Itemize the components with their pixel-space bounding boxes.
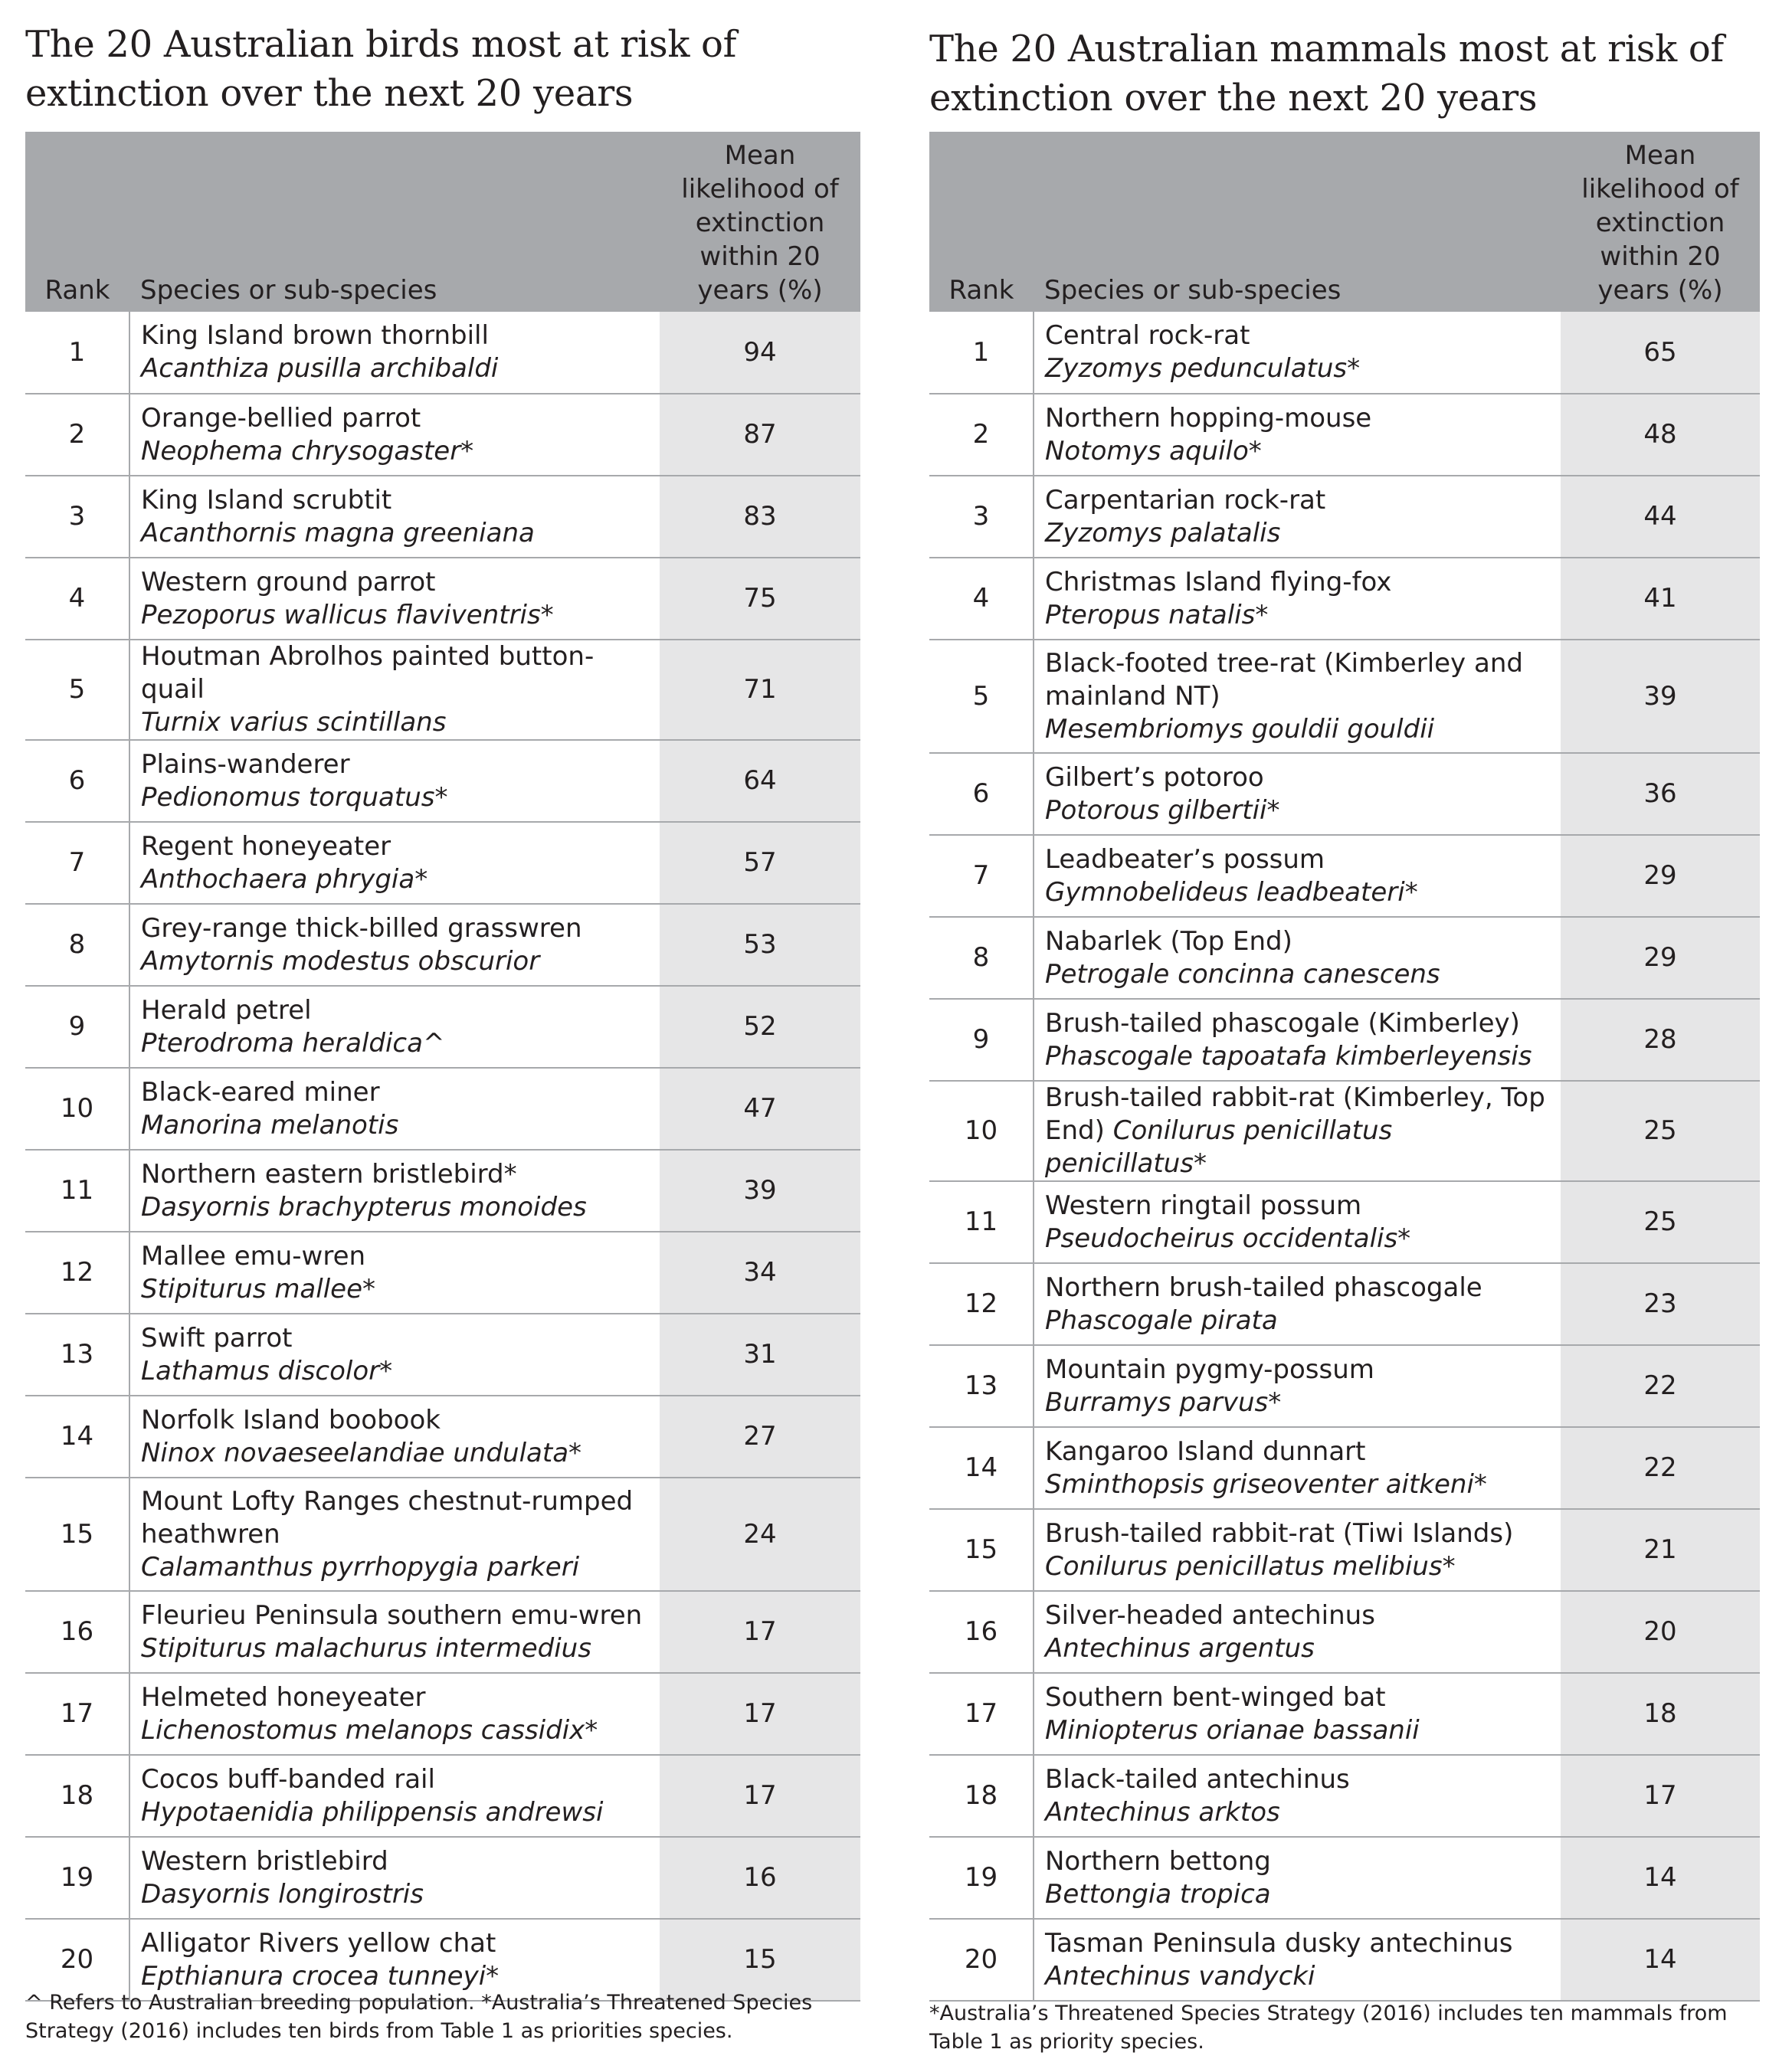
scientific-name: Notomys aquilo* <box>1045 435 1262 466</box>
species-cell <box>1034 558 1561 640</box>
table-row <box>25 740 860 822</box>
species-cell <box>1034 1837 1561 1919</box>
scientific-name: Phascogale tapoatafa kimberleyensis <box>1045 1040 1532 1072</box>
table-row <box>929 312 1760 394</box>
rank-cell: 4 <box>25 558 129 640</box>
mammals-panel <box>929 0 1760 2054</box>
table-row <box>25 394 860 476</box>
common-name: Black-tailed antechinus <box>1045 1763 1350 1795</box>
scientific-name: Zyzomys pedunculatus* <box>1045 353 1361 384</box>
table-row <box>929 558 1760 640</box>
table-row <box>929 640 1760 753</box>
table-row <box>25 1837 860 1919</box>
table-row <box>929 1591 1760 1673</box>
likelihood-cell: 22 <box>1561 1345 1760 1427</box>
likelihood-cell: 31 <box>660 1314 860 1396</box>
scientific-name: Lichenostomus melanops cassidix* <box>141 1714 598 1746</box>
likelihood-cell: 34 <box>660 1232 860 1314</box>
likelihood-cell: 14 <box>1561 1919 1760 2001</box>
common-name: Plains-wanderer <box>141 748 350 780</box>
likelihood-cell: 39 <box>1561 640 1760 753</box>
scientific-name: Potorous gilbertii* <box>1045 794 1280 826</box>
common-name: Black-footed tree-rat (Kimberley and mainland NT) <box>1045 647 1523 712</box>
likelihood-cell: 27 <box>660 1396 860 1478</box>
rank-cell: 2 <box>929 394 1034 476</box>
species-cell <box>129 394 660 476</box>
species-cell <box>1034 835 1561 917</box>
likelihood-cell: 36 <box>1561 753 1760 835</box>
likelihood-cell: 41 <box>1561 558 1760 640</box>
rank-cell: 1 <box>25 312 129 394</box>
likelihood-cell: 17 <box>660 1673 860 1755</box>
table-row <box>25 558 860 640</box>
likelihood-cell: 21 <box>1561 1509 1760 1591</box>
rank-cell: 3 <box>25 476 129 558</box>
common-name: Nabarlek (Top End) <box>1045 925 1292 957</box>
table-row <box>929 1181 1760 1263</box>
likelihood-cell: 24 <box>660 1478 860 1591</box>
birds-panel <box>25 0 860 2043</box>
species-cell <box>1034 1427 1561 1509</box>
table-row <box>929 1081 1760 1181</box>
species-cell <box>1034 312 1561 394</box>
table-row <box>929 753 1760 835</box>
birds-title: The 20 Australian birds most at risk of extinction over the next 20 years <box>25 23 737 115</box>
common-name: Western ground parrot <box>141 566 436 597</box>
scientific-name: Epthianura crocea tunneyi* <box>141 1960 500 1992</box>
rank-cell: 15 <box>25 1478 129 1591</box>
likelihood-cell: 18 <box>1561 1673 1760 1755</box>
table-row <box>929 835 1760 917</box>
rank-cell: 17 <box>25 1673 129 1755</box>
common-name: Fleurieu Peninsula southern emu-wren <box>141 1599 643 1631</box>
table-row <box>25 1314 860 1396</box>
scientific-name: Stipiturus mallee* <box>141 1273 375 1304</box>
table-row <box>25 986 860 1068</box>
common-name: Northern brush-tailed phascogale <box>1045 1272 1482 1303</box>
rank-cell: 19 <box>929 1837 1034 1919</box>
scientific-name: Neophema chrysogaster* <box>141 435 474 466</box>
species-cell <box>129 1396 660 1478</box>
scientific-name: Lathamus discolor* <box>141 1355 393 1386</box>
birds-table-body <box>25 312 860 2001</box>
scientific-name: Antechinus vandycki <box>1045 1960 1315 1992</box>
common-name: Christmas Island flying-fox <box>1045 566 1392 597</box>
species-cell <box>1034 999 1561 1081</box>
rank-cell: 11 <box>929 1181 1034 1263</box>
table-row <box>929 1673 1760 1755</box>
likelihood-cell: 20 <box>1561 1591 1760 1673</box>
scientific-name: Bettongia tropica <box>1045 1878 1271 1910</box>
species-cell <box>1034 1755 1561 1837</box>
table-row <box>25 822 860 904</box>
scientific-name: Conilurus penicillatus melibius* <box>1045 1550 1456 1582</box>
scientific-name: Conilurus penicillatus penicillatus* <box>1045 1115 1393 1179</box>
common-name: Leadbeater’s possum <box>1045 843 1325 875</box>
common-name: Brush-tailed rabbit-rat (Tiwi Islands) <box>1045 1517 1514 1549</box>
rank-cell: 6 <box>25 740 129 822</box>
species-cell <box>1034 1673 1561 1755</box>
species-cell <box>129 1478 660 1591</box>
common-name: Northern hopping-mouse <box>1045 402 1372 434</box>
common-name: Gilbert’s potoroo <box>1045 761 1264 793</box>
scientific-name: Miniopterus orianae bassanii <box>1045 1714 1420 1746</box>
rank-cell: 15 <box>929 1509 1034 1591</box>
likelihood-cell: 29 <box>1561 917 1760 999</box>
likelihood-cell: 48 <box>1561 394 1760 476</box>
rank-cell: 16 <box>929 1591 1034 1673</box>
rank-cell: 8 <box>25 904 129 986</box>
scientific-name: Hypotaenidia philippensis andrewsi <box>141 1796 604 1828</box>
table-row <box>929 1509 1760 1591</box>
scientific-name: Pseudocheirus occidentalis* <box>1045 1223 1411 1254</box>
species-cell <box>129 1068 660 1150</box>
rank-cell: 13 <box>929 1345 1034 1427</box>
likelihood-column-header: Mean likelihood of extinction within 20 years (%) <box>660 132 860 312</box>
scientific-name: Pezoporus wallicus flaviventris* <box>141 599 554 630</box>
scientific-name: Amytornis modestus obscurior <box>141 945 540 977</box>
species-cell <box>129 1591 660 1673</box>
scientific-name: Antechinus arktos <box>1045 1796 1280 1828</box>
scientific-name: Dasyornis longirostris <box>141 1878 424 1910</box>
likelihood-cell: 15 <box>660 1919 860 2001</box>
scientific-name: Pterodroma heraldica^ <box>141 1027 445 1059</box>
scientific-name: Antechinus argentus <box>1045 1632 1315 1664</box>
rank-cell: 19 <box>25 1837 129 1919</box>
common-name: Brush-tailed rabbit-rat (Kimberley, Top End) <box>1045 1082 1545 1146</box>
table-row <box>929 476 1760 558</box>
birds-table <box>25 132 860 2002</box>
likelihood-cell: 94 <box>660 312 860 394</box>
rank-cell: 5 <box>929 640 1034 753</box>
table-row <box>929 394 1760 476</box>
rank-cell: 13 <box>25 1314 129 1396</box>
rank-cell: 5 <box>25 640 129 740</box>
common-name: Mallee emu-wren <box>141 1240 366 1272</box>
mammals-table <box>929 132 1760 2002</box>
table-row <box>929 1837 1760 1919</box>
common-name: Tasman Peninsula dusky antechinus <box>1045 1927 1513 1959</box>
species-cell <box>129 1314 660 1396</box>
species-cell <box>1034 917 1561 999</box>
rank-cell: 10 <box>929 1081 1034 1181</box>
common-name: Mountain pygmy-possum <box>1045 1354 1374 1385</box>
likelihood-cell: 17 <box>660 1755 860 1837</box>
likelihood-cell: 52 <box>660 986 860 1068</box>
species-cell <box>129 312 660 394</box>
species-cell <box>129 558 660 640</box>
table-row <box>25 1478 860 1591</box>
table-row <box>25 1396 860 1478</box>
species-cell <box>129 1755 660 1837</box>
likelihood-cell: 53 <box>660 904 860 986</box>
rank-cell: 7 <box>929 835 1034 917</box>
rank-cell: 1 <box>929 312 1034 394</box>
table-row <box>929 1263 1760 1345</box>
species-cell <box>1034 476 1561 558</box>
likelihood-cell: 23 <box>1561 1263 1760 1345</box>
common-name: King Island brown thornbill <box>141 320 489 351</box>
rank-cell: 17 <box>929 1673 1034 1755</box>
likelihood-cell: 25 <box>1561 1081 1760 1181</box>
likelihood-cell: 16 <box>660 1837 860 1919</box>
rank-cell: 18 <box>25 1755 129 1837</box>
table-row <box>929 917 1760 999</box>
scientific-name: Petrogale concinna canescens <box>1045 958 1440 990</box>
table-header-row <box>25 132 860 312</box>
common-name: Alligator Rivers yellow chat <box>141 1927 496 1959</box>
species-cell <box>1034 1263 1561 1345</box>
likelihood-cell: 83 <box>660 476 860 558</box>
table-header-row <box>929 132 1760 312</box>
rank-cell: 11 <box>25 1150 129 1232</box>
species-cell <box>129 822 660 904</box>
likelihood-cell: 71 <box>660 640 860 740</box>
scientific-name: Pteropus natalis* <box>1045 599 1269 630</box>
rank-cell: 18 <box>929 1755 1034 1837</box>
common-name: Southern bent-winged bat <box>1045 1681 1386 1713</box>
likelihood-cell: 17 <box>660 1591 860 1673</box>
likelihood-cell: 14 <box>1561 1837 1760 1919</box>
birds-footnote: ^ Refers to Australian breeding population. *Australia’s Threatened Species Strategy (2016) includes ten birds from Table 1 as priorities species. <box>25 1991 813 2043</box>
scientific-name: Acanthiza pusilla archibaldi <box>141 353 499 384</box>
species-cell <box>1034 753 1561 835</box>
scientific-name: Acanthornis magna greeniana <box>141 517 535 548</box>
common-name: Swift parrot <box>141 1322 293 1354</box>
scientific-name: Ninox novaeseelandiae undulata* <box>141 1437 582 1468</box>
scientific-name: Manorina melanotis <box>141 1109 399 1141</box>
likelihood-cell: 39 <box>660 1150 860 1232</box>
table-row <box>25 1591 860 1673</box>
rank-cell: 9 <box>25 986 129 1068</box>
rank-cell: 3 <box>929 476 1034 558</box>
likelihood-cell: 87 <box>660 394 860 476</box>
likelihood-cell: 28 <box>1561 999 1760 1081</box>
common-name: Norfolk Island boobook <box>141 1404 441 1435</box>
rank-column-header: Rank <box>25 132 129 312</box>
common-name: Black-eared miner <box>141 1076 380 1108</box>
common-name: Northern bettong <box>1045 1845 1271 1877</box>
rank-cell: 20 <box>25 1919 129 2001</box>
rank-cell: 12 <box>25 1232 129 1314</box>
common-name: King Island scrubtit <box>141 484 392 516</box>
common-name: Cocos buff-banded rail <box>141 1763 435 1795</box>
likelihood-cell: 29 <box>1561 835 1760 917</box>
likelihood-cell: 75 <box>660 558 860 640</box>
common-name: Central rock-rat <box>1045 320 1250 351</box>
table-row <box>25 1150 860 1232</box>
rank-cell: 14 <box>25 1396 129 1478</box>
species-cell <box>1034 1919 1561 2001</box>
scientific-name: Turnix varius scintillans <box>141 707 447 738</box>
rank-cell: 2 <box>25 394 129 476</box>
species-column-header: Species or sub-species <box>1034 132 1561 312</box>
species-cell <box>1034 1509 1561 1591</box>
species-cell <box>129 986 660 1068</box>
rank-cell: 6 <box>929 753 1034 835</box>
likelihood-cell: 65 <box>1561 312 1760 394</box>
species-cell <box>1034 1591 1561 1673</box>
common-name: Western ringtail possum <box>1045 1190 1362 1221</box>
rank-cell: 10 <box>25 1068 129 1150</box>
species-cell <box>1034 1345 1561 1427</box>
species-cell <box>129 904 660 986</box>
rank-cell: 12 <box>929 1263 1034 1345</box>
likelihood-cell: 17 <box>1561 1755 1760 1837</box>
species-cell <box>1034 640 1561 753</box>
table-row <box>25 312 860 394</box>
common-name: Western bristlebird <box>141 1845 388 1877</box>
species-cell <box>129 476 660 558</box>
rank-cell: 4 <box>929 558 1034 640</box>
common-name: Helmeted honeyeater <box>141 1681 426 1713</box>
species-cell <box>1034 1081 1561 1181</box>
rank-cell: 9 <box>929 999 1034 1081</box>
common-name: Regent honeyeater <box>141 830 391 862</box>
rank-cell: 16 <box>25 1591 129 1673</box>
table-row <box>25 1068 860 1150</box>
scientific-name: Zyzomys palatalis <box>1045 517 1281 548</box>
common-name: Mount Lofty Ranges chestnut-rumped heathwren <box>141 1485 634 1550</box>
scientific-name: Anthochaera phrygia* <box>141 863 428 895</box>
likelihood-cell: 64 <box>660 740 860 822</box>
likelihood-cell: 25 <box>1561 1181 1760 1263</box>
scientific-name: Calamanthus pyrrhopygia parkeri <box>141 1551 580 1583</box>
mammals-title: The 20 Australian mammals most at risk of extinction over the next 20 years <box>929 28 1724 119</box>
common-name: Kangaroo Island dunnart <box>1045 1435 1366 1467</box>
table-row <box>25 476 860 558</box>
scientific-name: Gymnobelideus leadbeateri* <box>1045 876 1418 908</box>
common-name: Brush-tailed phascogale (Kimberley) <box>1045 1007 1520 1039</box>
table-row <box>25 1755 860 1837</box>
scientific-name: Pedionomus torquatus* <box>141 781 448 813</box>
rank-cell: 8 <box>929 917 1034 999</box>
species-cell <box>1034 394 1561 476</box>
species-cell <box>129 740 660 822</box>
species-cell <box>129 1837 660 1919</box>
mammals-footnote: *Australia’s Threatened Species Strategy (2016) includes ten mammals from Table 1 as priority species. <box>929 2002 1728 2054</box>
table-row <box>929 1919 1760 2001</box>
species-cell <box>1034 1181 1561 1263</box>
common-name: Orange-bellied parrot <box>141 402 421 434</box>
species-column-header: Species or sub-species <box>129 132 660 312</box>
rank-cell: 14 <box>929 1427 1034 1509</box>
likelihood-cell: 44 <box>1561 476 1760 558</box>
table-row <box>929 999 1760 1081</box>
table-row <box>25 904 860 986</box>
common-name: Grey-range thick-billed grasswren <box>141 912 582 944</box>
species-cell <box>129 640 660 740</box>
table-row <box>929 1427 1760 1509</box>
scientific-name: Mesembriomys gouldii gouldii <box>1045 713 1435 745</box>
common-name: Herald petrel <box>141 994 312 1026</box>
common-name: Carpentarian rock-rat <box>1045 484 1326 516</box>
scientific-name: Stipiturus malachurus intermedius <box>141 1632 591 1664</box>
table-row <box>25 1673 860 1755</box>
table-row <box>25 1232 860 1314</box>
likelihood-cell: 22 <box>1561 1427 1760 1509</box>
mammals-table-body <box>929 312 1760 2001</box>
scientific-name: Phascogale pirata <box>1045 1304 1278 1336</box>
likelihood-cell: 47 <box>660 1068 860 1150</box>
scientific-name: Dasyornis brachypterus monoides <box>141 1191 587 1223</box>
species-cell <box>129 1673 660 1755</box>
rank-column-header: Rank <box>929 132 1034 312</box>
species-cell <box>129 1232 660 1314</box>
species-cell <box>129 1150 660 1232</box>
common-name: Houtman Abrolhos painted button-quail <box>141 641 595 705</box>
common-name: Silver-headed antechinus <box>1045 1599 1375 1631</box>
rank-cell: 7 <box>25 822 129 904</box>
rank-cell: 20 <box>929 1919 1034 2001</box>
table-row <box>929 1755 1760 1837</box>
scientific-name: Burramys parvus* <box>1045 1386 1282 1418</box>
table-row <box>25 640 860 740</box>
likelihood-cell: 57 <box>660 822 860 904</box>
scientific-name: Sminthopsis griseoventer aitkeni* <box>1045 1468 1487 1500</box>
table-row <box>929 1345 1760 1427</box>
common-name: Northern eastern bristlebird* <box>141 1158 517 1190</box>
likelihood-column-header: Mean likelihood of extinction within 20 years (%) <box>1561 132 1760 312</box>
